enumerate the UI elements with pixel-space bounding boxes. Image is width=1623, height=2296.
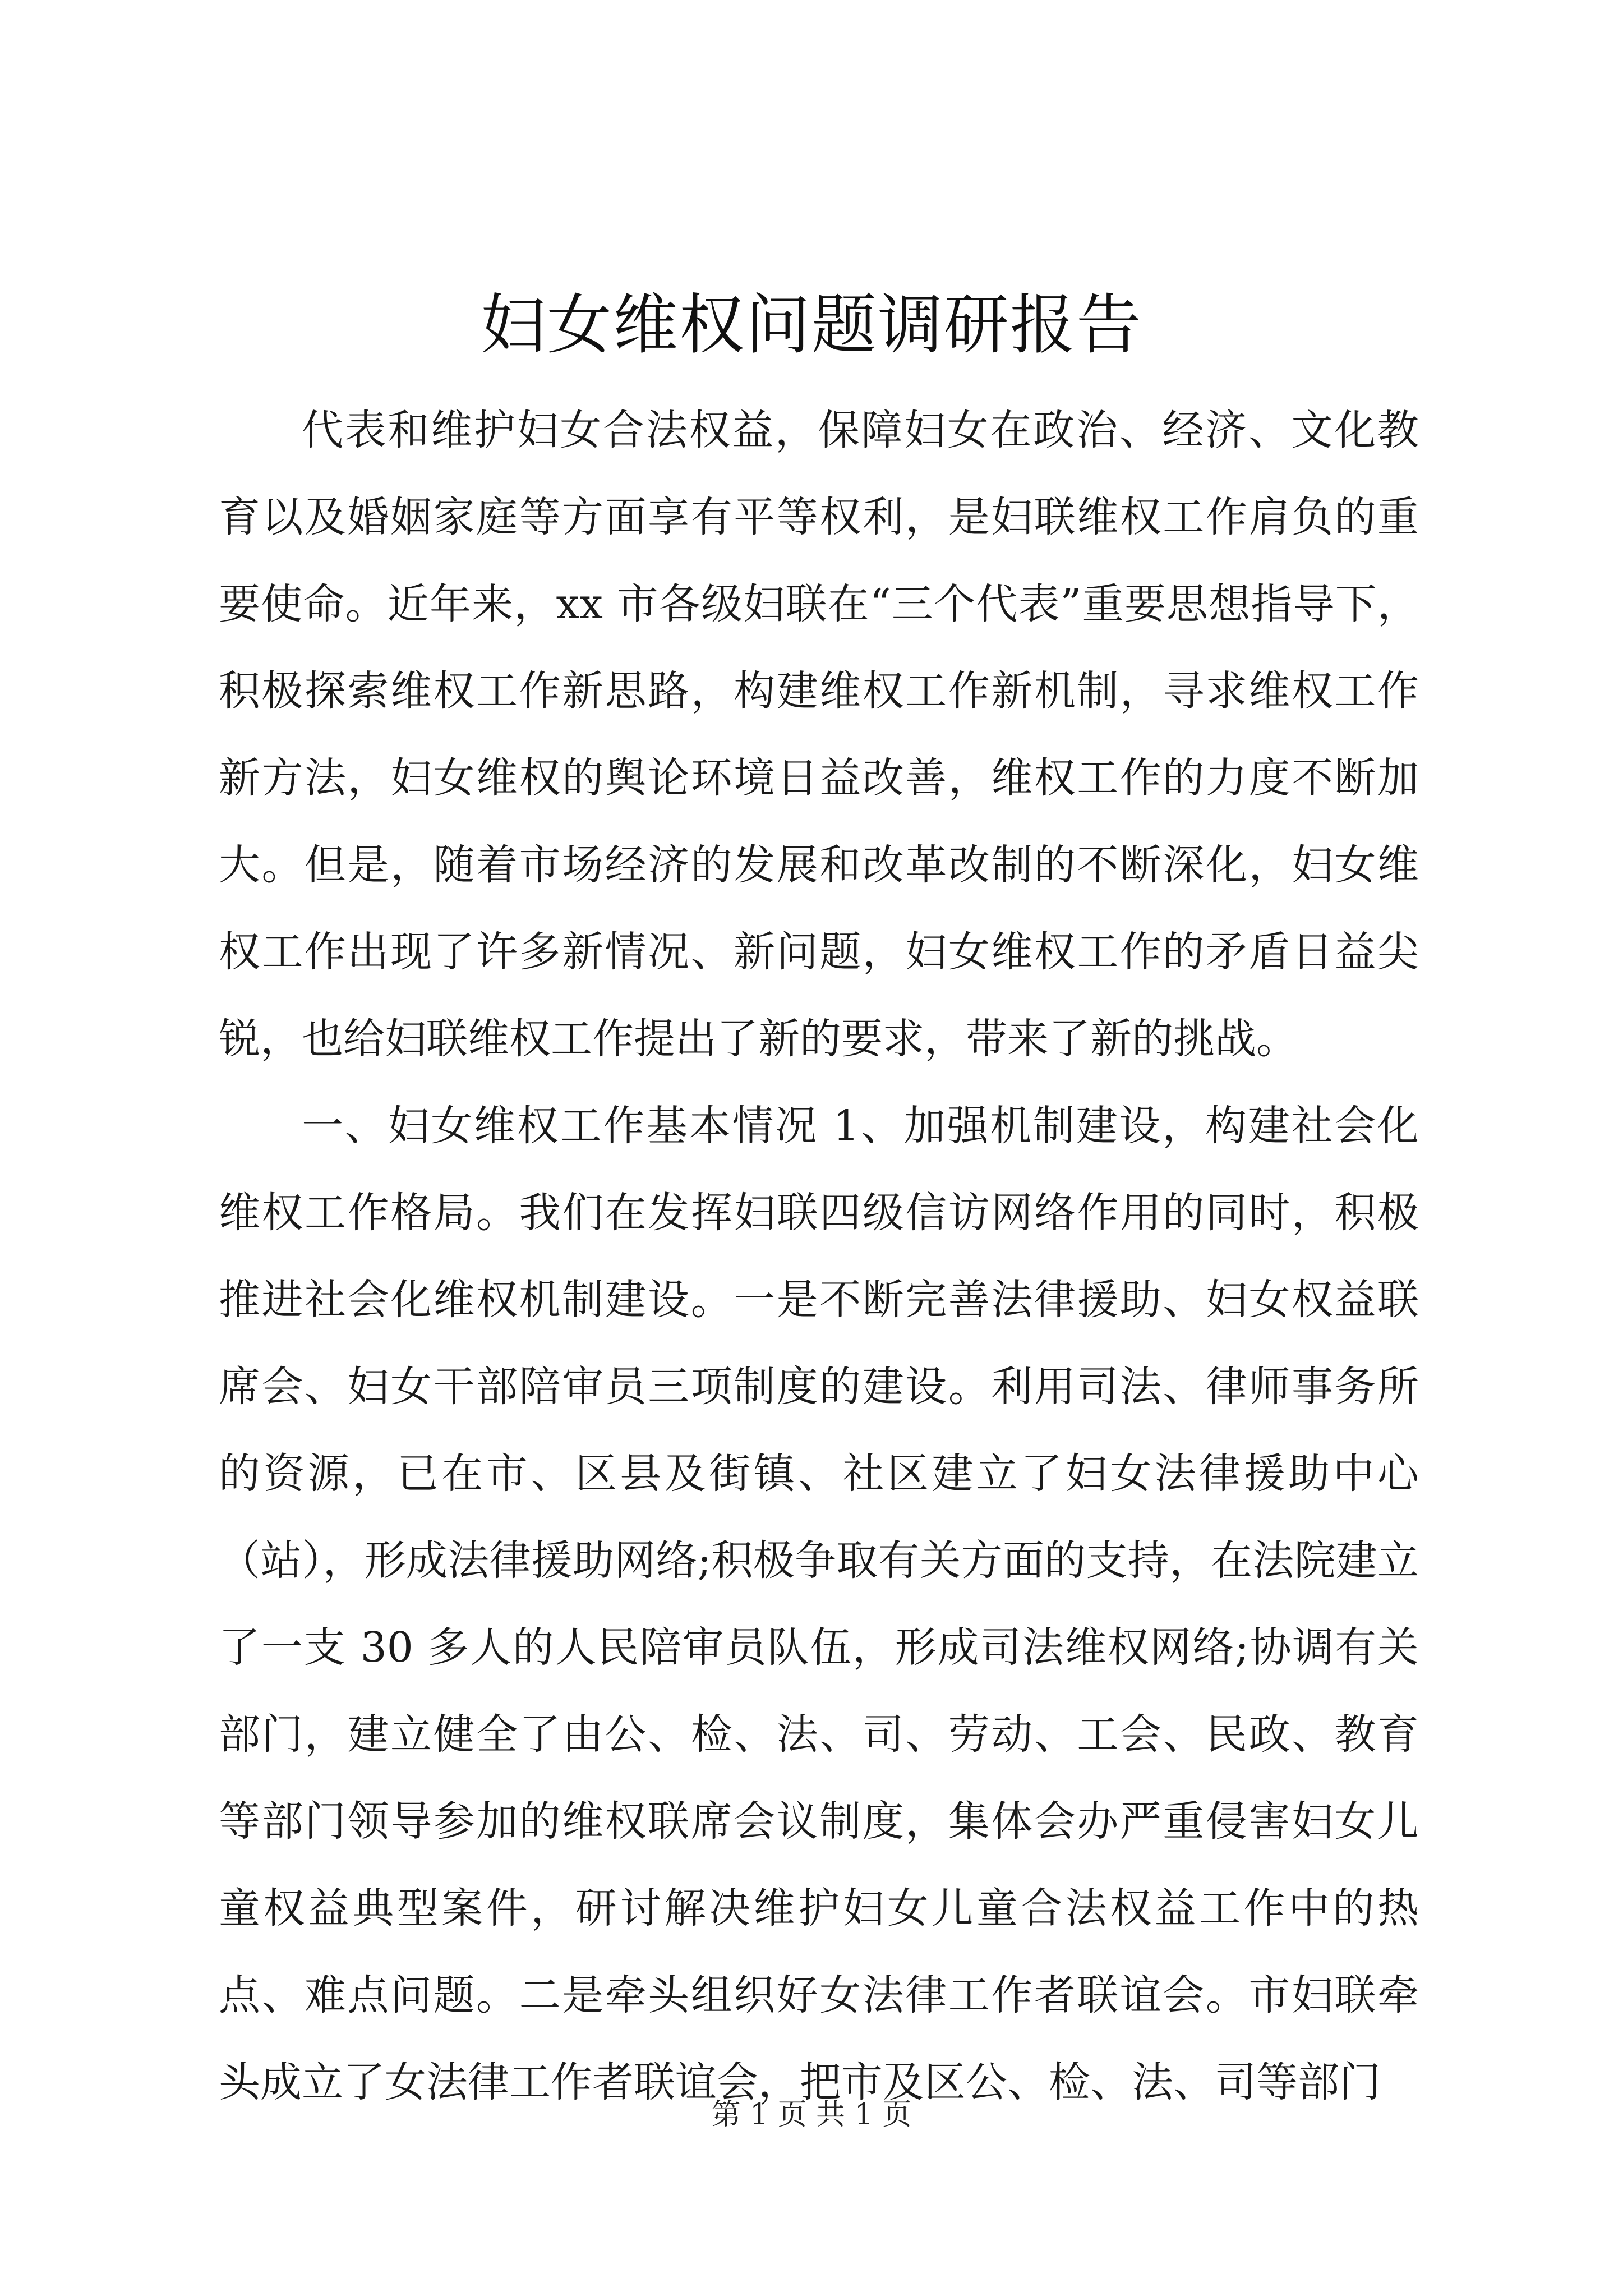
document-body [219, 387, 1419, 2126]
document-title: 妇女维权问题调研报告 [481, 287, 1142, 363]
page-number-footer: 第 1 页 共 1 页 [711, 2098, 912, 2132]
paragraph-intro: 代表和维护妇女合法权益，保障妇女在政治、经济、文化教育以及婚姻家庭等方面享有平等权利，是妇联维权工作肩负的重要使命。近年来，xx 市各级妇联在“三个代表”重要思想指导下，积极探索维权工作新思路，构建维权工作新机制，寻求维权工作新方法，妇女维权的舆论环境日益改善，维权工作的力度不断加大。但是，随着市场经济的发展和改革改制的不断深化，妇女维权工作出现了许多新情况、新问题，妇女维权工作的矛盾日益尖锐，也给妇联维权工作提出了新的要求，带来了新的挑战。 [219, 406, 1419, 1063]
paragraph-section-one: 一、妇女维权工作基本情况 1、加强机制建设，构建社会化维权工作格局。我们在发挥妇联四级信访网络作用的同时，积极推进社会化维权机制建设。一是不断完善法律援助、妇女权益联席会、妇女干部陪审员三项制度的建设。利用司法、律师事务所的资源，已在市、区县及街镇、社区建立了妇女法律援助中心（站），形成法律援助网络;积极争取有关方面的支持，在法院建立了一支 30 多人的人民陪审员队伍，形成司法维权网络;协调有关部门，建立健全了由公、检、法、司、劳动、工会、民政、教育等部门领导参加的维权联席会议制度，集体会办严重侵害妇女儿童权益典型案件，研讨解决维护妇女儿童合法权益工作中的热点、难点问题。二是牵头组织好女法律工作者联谊会。市妇联牵头成立了女法律工作者联谊会，把市及区公、检、法、司等部门 [219, 1102, 1419, 2106]
